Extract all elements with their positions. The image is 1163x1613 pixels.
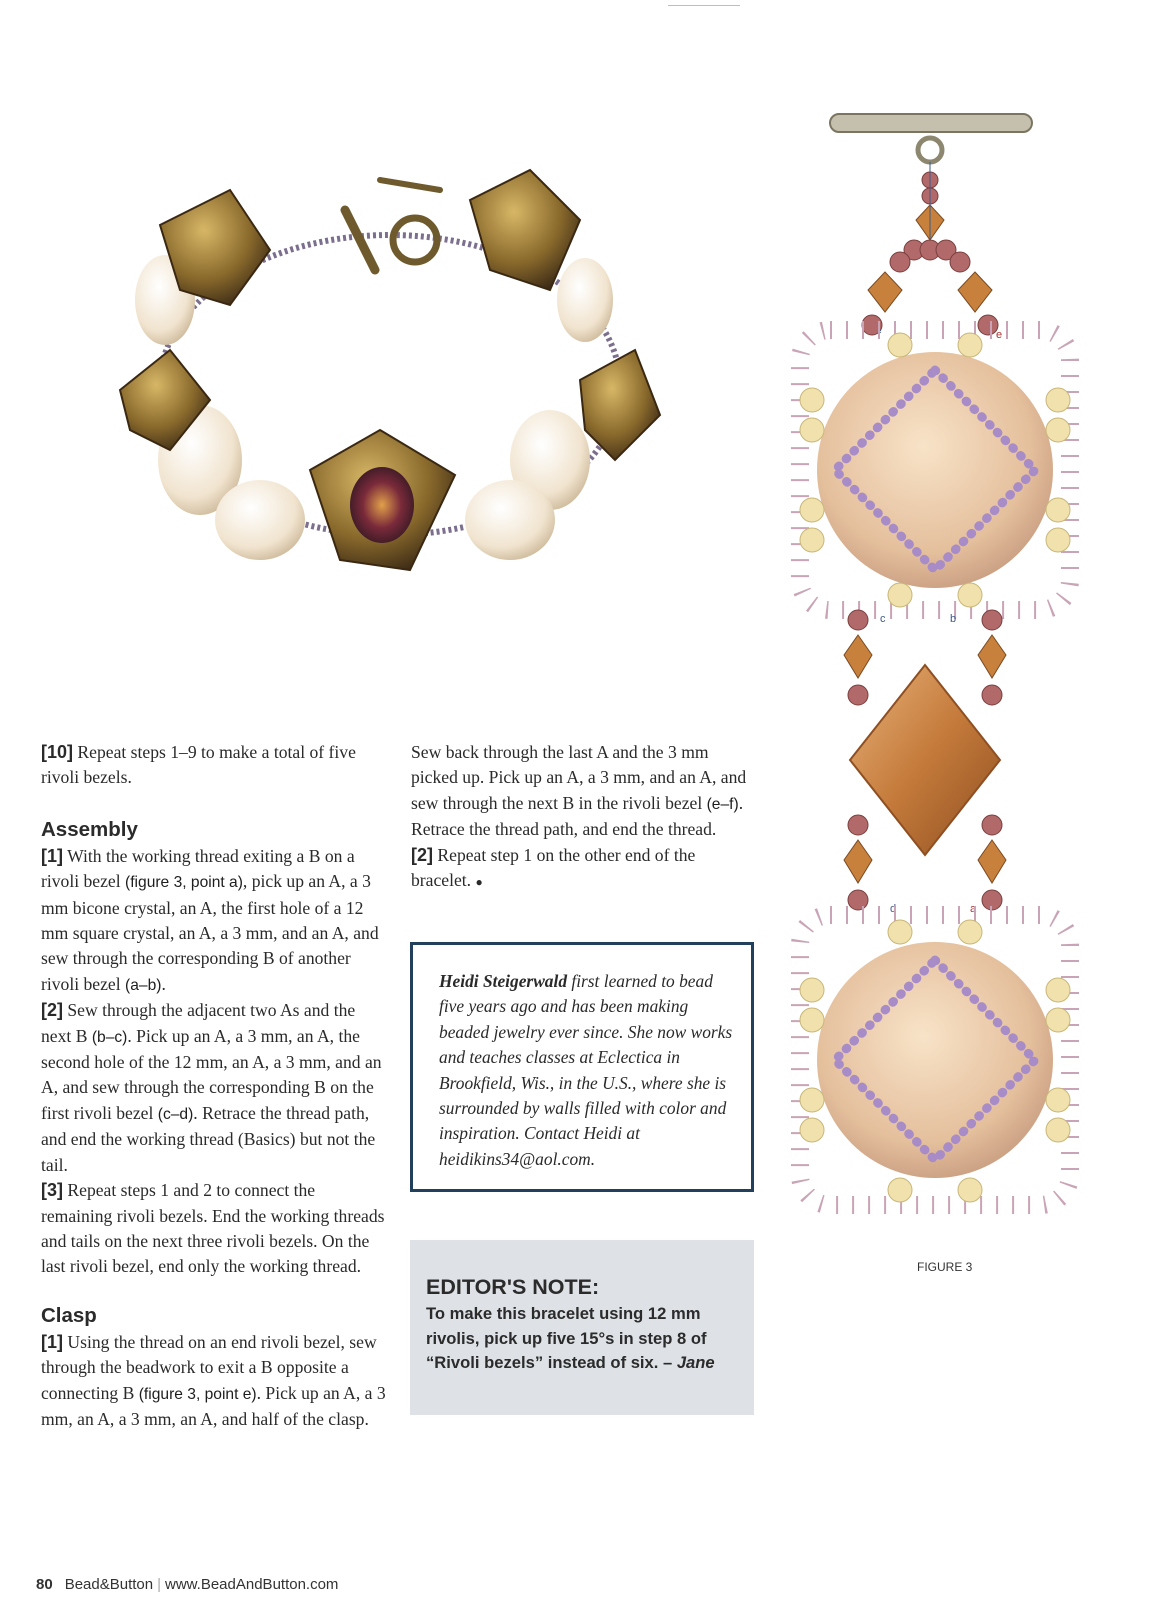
editors-note-box xyxy=(410,1240,754,1415)
toggle-bar-icon xyxy=(830,114,1032,132)
author-name: Heidi Steigerwald xyxy=(439,971,568,991)
point-label-f: f xyxy=(878,329,882,341)
square-crystal-icon xyxy=(850,665,1000,855)
bracelet-photo xyxy=(110,130,670,610)
point-label-b: b xyxy=(950,613,957,625)
figure-3-diagram xyxy=(790,100,1130,1270)
author-bio-box xyxy=(410,942,754,1192)
clasp-step-1-continued: Sew back through the last A and the 3 mm picked up. Pick up an A, a 3 mm, and an A, and sew through the next B in the rivoli bezel (e–f). Retrace the thread path, and end the thread. xyxy=(411,742,747,840)
step-10: [10] Repeat steps 1–9 to make a total of five rivoli bezels. xyxy=(41,742,356,788)
text-column-middle xyxy=(411,740,758,895)
clasp-heading: Clasp xyxy=(41,1303,97,1327)
point-label-d: d xyxy=(890,903,897,915)
editors-note-body: To make this bracelet using 12 mm rivolis, pick up five 15°s in step 8 of “Rivoli bezels” instead of six. – Jane xyxy=(426,1304,715,1372)
assembly-step-2: [2] Sew through the adjacent two As and the next B (b–c). Pick up an A, a 3 mm, an A, the second hole of the 12 mm, an A, a 3 mm, and an A, and sew through the corresponding B on the first rivoli bezel (c–d). Retrace the thread path, and end the working thread (Basics) but not the tail. xyxy=(41,1000,382,1175)
assembly-heading: Assembly xyxy=(41,817,138,841)
rivoli-bezel-lower xyxy=(800,915,1070,1205)
rivoli-bezel-upper xyxy=(800,330,1070,610)
editors-note-title: EDITOR'S NOTE: xyxy=(426,1275,600,1299)
top-crop-mark xyxy=(668,5,740,6)
editors-note-signature: Jane xyxy=(676,1353,715,1372)
assembly-step-1: [1] With the working thread exiting a B on a rivoli bezel (figure 3, point a), pick up an A, a 3 mm bicone crystal, an A, the first hole of a 12 mm square crystal, an A, a 3 mm, and an A, and sew through the corresponding B of another rivoli bezel (a–b). xyxy=(41,845,379,994)
figure-caption: FIGURE 3 xyxy=(917,1260,973,1274)
assembly-step-3: [3] Repeat steps 1 and 2 to connect the remaining rivoli bezels. End the working threads and tails on the next three rivoli bezels. On the last rivoli bezel, end only the working thread. xyxy=(41,1180,385,1277)
end-mark-icon: ● xyxy=(475,875,483,890)
magazine-brand: Bead&Button xyxy=(64,1576,154,1593)
page-number: 80 xyxy=(36,1576,53,1593)
page-footer xyxy=(36,1576,338,1593)
point-label-c: c xyxy=(880,613,886,625)
text-column-left xyxy=(41,740,388,1432)
clasp-step-2: [2] Repeat step 1 on the other end of the bracelet. ● xyxy=(411,844,696,891)
magazine-url: www.BeadAndButton.com xyxy=(165,1576,339,1593)
clasp-step-1: [1] Using the thread on an end rivoli bezel, sew through the beadwork to exit a B opposite a connecting B (figure 3, point e). Pick up an A, a 3 mm, an A, a 3 mm, an A, and half of the clasp. xyxy=(41,1331,386,1429)
footer-separator: | xyxy=(157,1576,161,1593)
point-label-a: a xyxy=(970,903,977,915)
author-bio-text: first learned to bead five years ago and has been making beaded jewelry ever since. She now works and teaches classes at Eclectica in Brookfield, Wis., in the U.S., where she is surrounded by walls filled with color and inspiration. Contact Heidi at heidikins34@aol.com. xyxy=(439,971,733,1169)
point-label-e: e xyxy=(996,329,1003,341)
